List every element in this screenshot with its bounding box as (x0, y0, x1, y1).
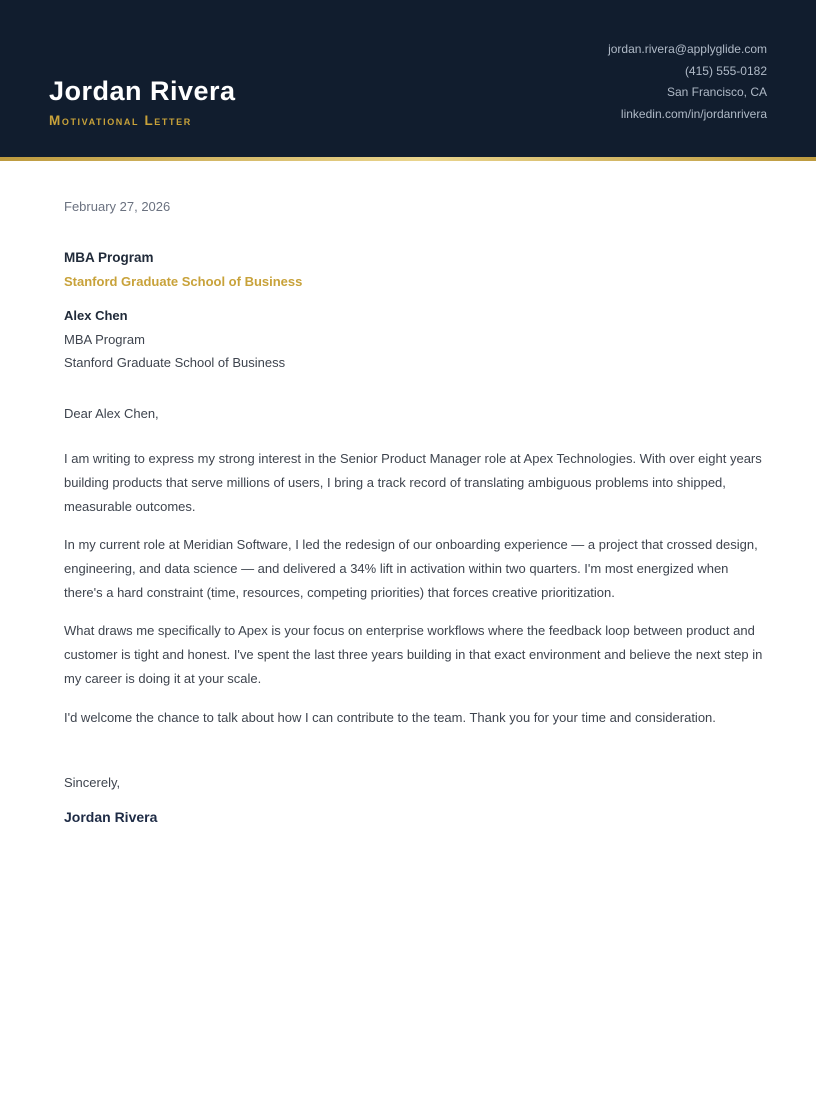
letter-paragraph: I am writing to express my strong interest in the Senior Product Manager role at Apex Technologies. With over eight years building products that serve millions of users, I bring a track record of translating ambiguous problems into shipped, measurable outcomes. (64, 451, 762, 514)
applicant-identity (49, 77, 236, 127)
recipient-person-name: Alex Chen (64, 308, 128, 323)
contact-info (608, 39, 767, 127)
letter-body (0, 161, 816, 825)
applicant-name: Jordan Rivera (49, 76, 236, 107)
recipient-person-program: MBA Program (64, 331, 145, 347)
recipient-person-school: Stanford Graduate School of Business (64, 355, 286, 370)
recipient-person-block (64, 304, 767, 375)
signature: Jordan Rivera (64, 808, 158, 825)
letter-header (0, 0, 816, 157)
contact-phone: (415) 555-0182 (684, 63, 767, 78)
letter-paragraph: What draws me specifically to Apex is your focus on enterprise workflows where the feedback loop between product and customer is tight and honest. I've spent the last three years building in that exact environment and believe the next step in my career is doing it at your scale. (64, 623, 763, 686)
letter-type-subtitle: Motivational Letter (49, 112, 192, 128)
closing: Sincerely, (64, 775, 121, 791)
recipient-org-school: Stanford Graduate School of Business (64, 274, 303, 289)
letter-date: February 27, 2026 (64, 199, 171, 214)
contact-linkedin: linkedin.com/in/jordanrivera (620, 106, 767, 121)
letter-paragraph: In my current role at Meridian Software, I led the redesign of our onboarding experience — a project that crossed design, engineering, and data science — and delivered a 34% lift in activation within two quarters. I'm most energized when there's a hard constraint (time, resources, competing priorities) that forces creative prioritization. (64, 537, 758, 600)
contact-email: jordan.rivera@applyglide.com (608, 42, 767, 56)
recipient-org-block (64, 251, 767, 289)
salutation: Dear Alex Chen, (64, 405, 159, 421)
recipient-org-program: MBA Program (64, 250, 154, 265)
contact-location: San Francisco, CA (666, 85, 767, 99)
letter-paragraph: I'd welcome the chance to talk about how I can contribute to the team. Thank you for your time and consideration. (64, 709, 716, 725)
